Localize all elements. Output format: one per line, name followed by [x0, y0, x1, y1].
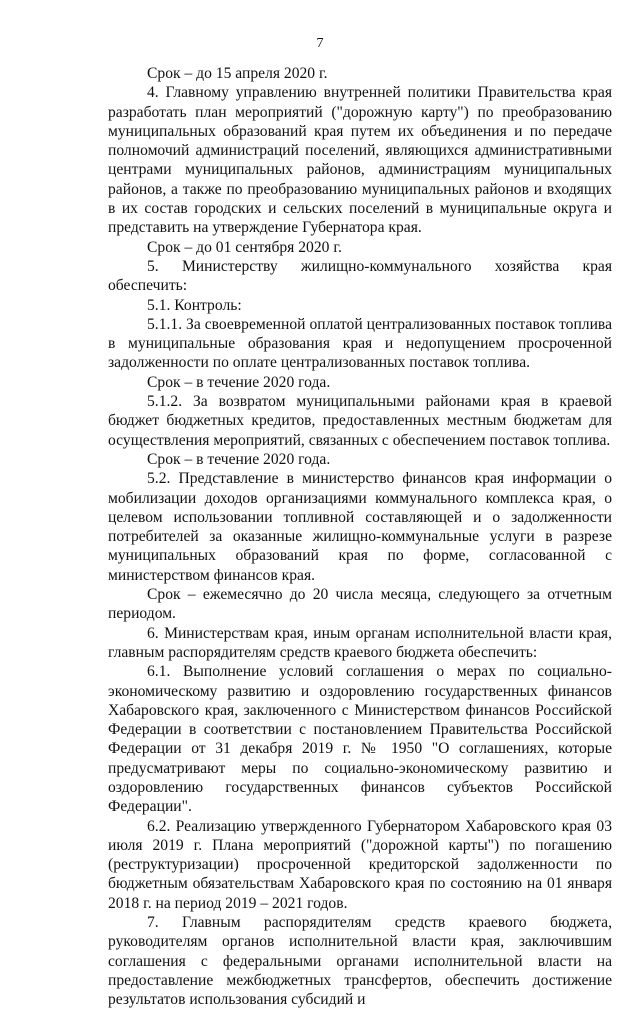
item-5-2-paragraph: 5.2. Представление в министерство финансов края информации о мобилизации доходов организациями коммунального комплекса края, о целевом использовании топливной составляющей и о задолженности потребителей за оказанные жилищно-коммунальные услуги в разрезе муниципальных образований края по форме, согласованной с министерством финансов края. — [108, 470, 612, 584]
item-5-paragraph: 5. Министерству жилищно-коммунального хозяйства края обеспечить: — [108, 257, 612, 295]
deadline-text: Срок – до 01 сентября 2020 г. — [147, 238, 342, 256]
deadline-text: Срок – в течение 2020 года. — [147, 450, 331, 468]
item-6-2-paragraph: 6.2. Реализацию утвержденного Губернатором Хабаровского края 03 июля 2019 г. Плана мероприятий ("дорожной карты") по погашению (реструктуризации) просроченной кредиторской задолженности по бюджетным обязательствам Хабаровского края по состоянию на 01 января 2018 г. на период 2019 – 2021 годов. — [108, 817, 612, 912]
document-body — [108, 64, 612, 1010]
deadline-text: Срок – ежемесячно до 20 числа месяца, следующего за отчетным периодом. — [108, 586, 612, 623]
item-7-paragraph: 7. Главным распорядителям средств краевого бюджета, руководителям органов исполнительной власти края, заключившим соглашения с федеральными органами исполнительной власти на предоставление межбюджетных трансфертов, обеспечить достижение результатов использования субсидий и — [108, 914, 612, 1009]
item-6-1-paragraph: 6.1. Выполнение условий соглашения о мерах по социально-экономическому развитию и оздоровлению государственных финансов Хабаровского края, заключенного с Министерством финансов Российской Федерации в соответствии с постановлением Правительства Российской Федерации от 31 декабря 2019 г. № 1950 "О соглашениях, которые предусматривают меры по социально-экономическому развитию и оздоровлению государственных финансов субъектов Российской Федерации". — [108, 663, 612, 816]
item-5-1-2-paragraph: 5.1.2. За возвратом муниципальными районами края в краевой бюджет бюджетных кредитов, предоставленных местным бюджетам для осуществления мероприятий, связанных с обеспечением поставок топлива. — [108, 393, 612, 449]
item-5-1-1-paragraph: 5.1.1. За своевременной оплатой централизованных поставок топлива в муниципальные образования края и недопущением просроченной задолженности по оплате централизованных поставок топлива. — [108, 315, 612, 372]
item-6-paragraph: 6. Министерствам края, иным органам исполнительной власти края, главным распорядителям средств краевого бюджета обеспечить: — [108, 624, 612, 661]
page-number: 7 — [316, 36, 324, 51]
item-5-1-paragraph: 5.1. Контроль: — [147, 296, 242, 314]
item-4-paragraph: 4. Главному управлению внутренней политики Правительства края разработать план мероприятий ("дорожную карту") по преобразованию муниципальных образований края путем их объединения и по передаче полномочий администраций поселений, являющихся административными центрами муниципальных районов, администрациям муниципальных районов, а также по преобразованию муниципальных районов и входящих в их состав городских и сельских поселений в муниципальные округа и представить на утверждение Губернатора края. — [108, 84, 612, 237]
deadline-text: Срок – в течение 2020 года. — [147, 373, 331, 391]
deadline-text: Срок – до 15 апреля 2020 г. — [147, 65, 328, 82]
